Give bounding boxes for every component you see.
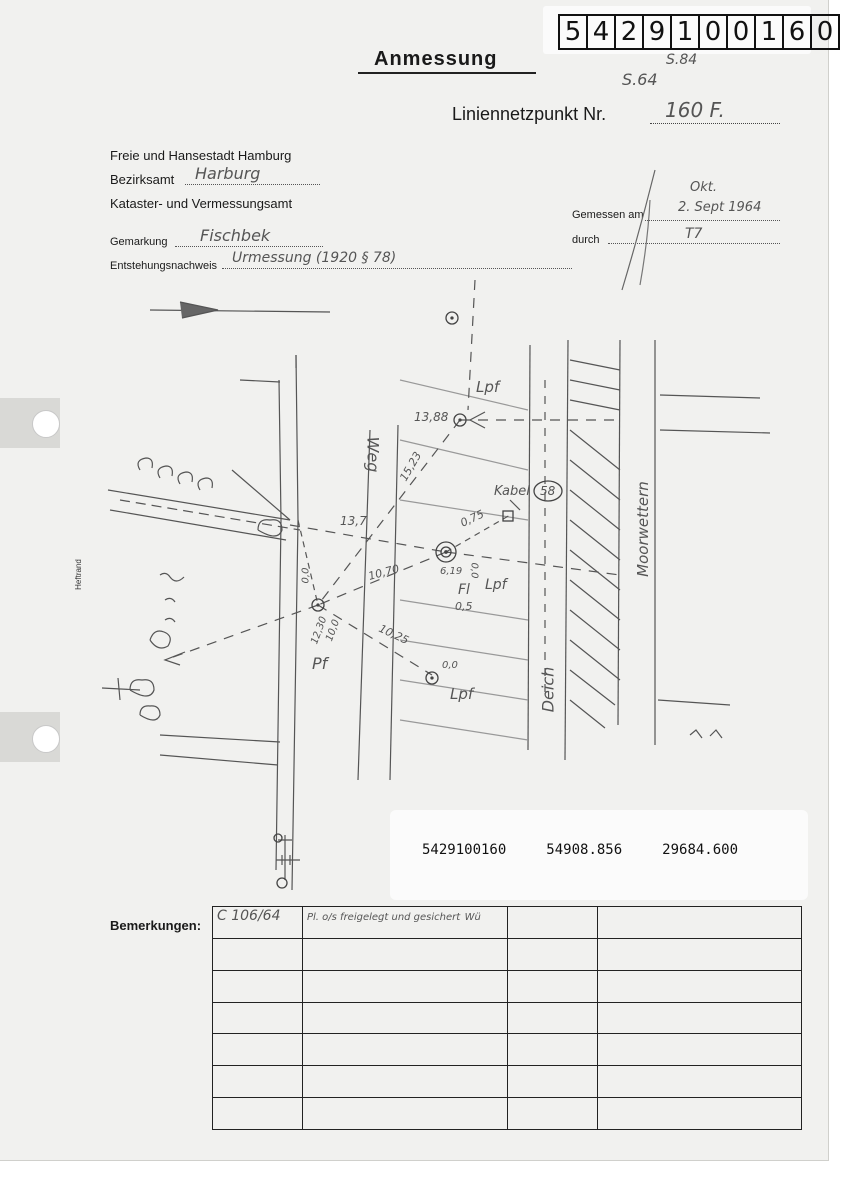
durch-label: durch <box>572 234 600 246</box>
id-digit-cell: 9 <box>644 16 672 48</box>
remarks-cell <box>303 1098 508 1130</box>
id-digit-cell: 1 <box>756 16 784 48</box>
gemessen-correction: Okt. <box>690 180 717 195</box>
remarks-ref: C 106/64 <box>217 908 281 924</box>
coordinate-row <box>422 842 738 858</box>
remarks-cell <box>213 1034 303 1066</box>
id-digit-cell: 2 <box>616 16 644 48</box>
authority-line3: Kataster- und Vermessungsamt <box>110 196 293 211</box>
remarks-row <box>213 1034 802 1066</box>
remarks-label: Bemerkungen: <box>110 918 202 933</box>
remarks-row <box>213 1098 802 1130</box>
coordinate-point-number: 5429100160 <box>422 842 507 858</box>
remarks-cell <box>508 939 598 971</box>
bezirksamt-label: Bezirksamt <box>110 172 175 187</box>
measure-12-30: 12,30 <box>309 615 330 646</box>
entstehung-label: Entstehungsnachweis <box>110 260 218 272</box>
gemarkung-label: Gemarkung <box>110 236 168 248</box>
label-moorwettern: Moorwettern <box>633 481 652 577</box>
linienpunkt-value: 160 F. <box>665 98 725 122</box>
label-weg: Weg <box>363 436 383 473</box>
remarks-cell <box>598 1034 802 1066</box>
measure-6-19: 6,19 <box>440 566 463 577</box>
entstehung-value: Urmessung (1920 § 78) <box>232 250 397 266</box>
remarks-cell <box>508 1034 598 1066</box>
remarks-cell <box>303 907 508 939</box>
sheet-note-2: S.84 <box>666 52 698 68</box>
measure-0-5: 0,5 <box>455 600 473 613</box>
bezirksamt-value: Harburg <box>195 164 261 183</box>
label-deich: Deich <box>538 666 558 713</box>
remarks-cell <box>303 1002 508 1034</box>
remarks-row <box>213 907 802 939</box>
remarks-cell <box>303 939 508 971</box>
remarks-row <box>213 1066 802 1098</box>
durch-value: T7 <box>685 226 703 242</box>
remarks-cell <box>213 939 303 971</box>
remarks-cell <box>213 907 303 939</box>
gemessen-value: 2. Sept 1964 <box>678 200 762 215</box>
remarks-cell <box>213 1066 303 1098</box>
remarks-text: Pl. o/s freigelegt und gesichert <box>307 912 461 923</box>
page-title: Anmessung <box>374 48 498 70</box>
id-digit-cell: 0 <box>728 16 756 48</box>
remarks-cell <box>508 970 598 1002</box>
measure-13-7: 13,7 <box>340 514 367 528</box>
measure-15-23: 15,23 <box>397 449 425 484</box>
remarks-cell <box>508 1002 598 1034</box>
label-lpf-mid: Lpf <box>485 577 507 593</box>
remarks-cell <box>508 1098 598 1130</box>
label-lpf-bottom: Lpf <box>450 685 474 703</box>
sheet-note-1: S.64 <box>622 70 658 89</box>
remarks-cell <box>598 1066 802 1098</box>
id-digit-cell: 0 <box>816 17 834 47</box>
remarks-sign: Wü <box>464 912 481 923</box>
remarks-cell <box>598 907 802 939</box>
remarks-row <box>213 939 802 971</box>
label-fl: Fl <box>458 582 470 598</box>
remarks-cell <box>303 1066 508 1098</box>
heftrand-label: Heftrand <box>73 559 83 590</box>
authority-line1: Freie und Hansestadt Hamburg <box>110 148 292 163</box>
measure-10-70: 10,70 <box>366 562 401 583</box>
measure-10-0: 10,0 <box>324 618 343 643</box>
remarks-row <box>213 1002 802 1034</box>
measure-0-0-b: 0,0 <box>468 562 480 579</box>
remarks-table <box>212 906 802 1130</box>
remarks-cell <box>508 1066 598 1098</box>
remarks-cell <box>213 1002 303 1034</box>
remarks-cell <box>303 1034 508 1066</box>
coordinate-y: 29684.600 <box>662 842 739 858</box>
remarks-cell <box>213 1098 303 1130</box>
coordinate-label <box>390 810 808 900</box>
remarks-cell <box>303 970 508 1002</box>
coordinate-x: 54908.856 <box>546 842 623 858</box>
id-digit-cell: 5 <box>560 16 588 48</box>
measure-10-25: 10,25 <box>376 621 411 648</box>
id-digit-cell: 1 <box>672 16 700 48</box>
label-kabel: Kabel <box>494 484 530 499</box>
remarks-cell <box>598 939 802 971</box>
gemessen-label: Gemessen am <box>572 209 644 221</box>
measure-0-0-a: 0,0 <box>442 660 458 671</box>
label-lpf-top: Lpf <box>476 378 500 396</box>
remarks-cell <box>598 1002 802 1034</box>
label-pf: Pf <box>312 654 328 673</box>
gemarkung-value: Fischbek <box>200 226 271 245</box>
measure-0-75: 0,75 <box>458 507 487 530</box>
measure-0-0-c: 0,0 <box>300 567 312 584</box>
linienpunkt-label: Liniennetzpunkt Nr. <box>452 104 607 124</box>
remarks-cell <box>598 1098 802 1130</box>
id-digit-cell: 0 <box>700 16 728 48</box>
remarks-row <box>213 970 802 1002</box>
label-kabel-num: 58 <box>540 484 556 498</box>
id-digit-cell: 4 <box>588 16 616 48</box>
remarks-cell <box>508 907 598 939</box>
remarks-cell <box>598 970 802 1002</box>
id-digit-cell: 6 <box>784 16 812 48</box>
remarks-cell <box>213 970 303 1002</box>
measure-13-88: 13,88 <box>414 410 449 424</box>
